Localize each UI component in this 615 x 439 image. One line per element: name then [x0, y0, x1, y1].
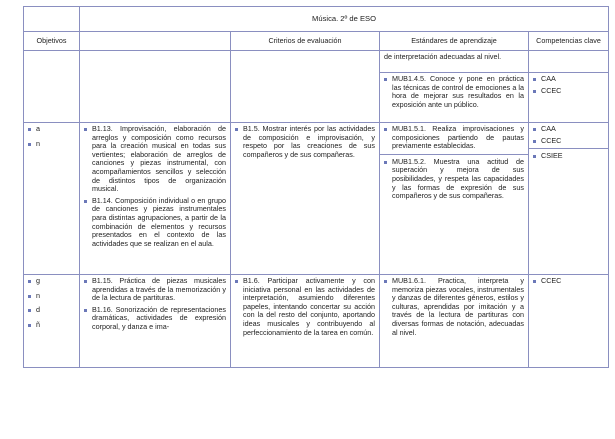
list-item: [533, 87, 604, 96]
bullet-icon: [28, 324, 31, 327]
list-item: [84, 277, 226, 303]
competencia-label: CAA: [541, 74, 556, 83]
curriculum-table: [23, 6, 609, 368]
estandar-text: de interpretación adecuadas al nivel.: [384, 52, 502, 61]
competencias-cell: [529, 51, 609, 73]
criterio-text: B1.6. Participar activamente y con iniciativa personal en las actividades de interpretación, asumiendo diferentes papeles, intentando concertar su acción con la del resto del conjunto, aportando ideas musicales y contribuyendo al perfeccionamiento de la tarea en común.: [243, 276, 375, 337]
contenidos-cell: [80, 51, 231, 123]
list-item: [28, 306, 75, 315]
objetivo-label: ñ: [36, 319, 40, 329]
objetivo-label: g: [36, 276, 40, 285]
competencia-label: CAA: [541, 124, 556, 133]
bullet-icon: [533, 78, 536, 81]
estandares-cell: [380, 275, 529, 368]
objetivos-cell: [24, 51, 80, 123]
bullet-icon: [533, 140, 536, 143]
header-competencias: Competencias clave: [529, 32, 609, 51]
list-item: [384, 277, 524, 337]
list-item: [28, 277, 75, 286]
bullet-icon: [84, 309, 87, 312]
list-item: [384, 75, 524, 109]
objetivos-cell: [24, 123, 80, 275]
criterios-cell: [231, 51, 380, 123]
table-title: Música. 2º de ESO: [80, 7, 609, 32]
estandares-cell: [380, 123, 529, 275]
competencia-label: CCEC: [541, 276, 562, 285]
corner-cell: [24, 7, 80, 32]
bullet-icon: [235, 280, 238, 283]
estandares-cell: [380, 51, 529, 73]
estandar-text: MUB1.4.5. Conoce y pone en práctica las técnicas de control de emociones a la hora de mejorar sus resultados en la exposición ante un público.: [392, 74, 524, 109]
bullet-icon: [533, 128, 536, 131]
list-item: [28, 321, 75, 330]
divider: [529, 148, 608, 149]
table-row: [24, 123, 609, 275]
competencias-cell: [529, 275, 609, 368]
bullet-icon: [28, 143, 31, 146]
list-item: [84, 125, 226, 194]
divider: [380, 154, 528, 155]
contenido-text: B1.14. Composición individual o en grupo de canciones y piezas instrumentales para distintas agrupaciones, a partir de la combinación de elementos y recursos presentados en el contexto de las actividades que se realizan en el aula.: [92, 195, 226, 248]
bullet-icon: [84, 200, 87, 203]
criterio-text: B1.5. Mostrar interés por las actividades de composición e improvisación, y respeto por las creaciones de sus compañeros y de sus compañeras.: [243, 124, 375, 159]
contenido-text: B1.16. Sonorización de representaciones dramáticas, actividades de expresión corporal, y danza e ima-: [92, 304, 226, 331]
objetivo-label: d: [36, 305, 40, 315]
bullet-icon: [28, 128, 31, 131]
bullet-icon: [28, 309, 31, 312]
competencia-label: CCEC: [541, 85, 562, 95]
contenido-text: B1.13. Improvisación, elaboración de arreglos y composición como recursos para la creación musical en todas sus vertientes; elaboración de arreglos de canciones y piezas instrumental, con acompañamientos sencillos y selección de distintos tipos de organización musical.: [92, 124, 226, 194]
table-row: [24, 51, 609, 73]
bullet-icon: [84, 280, 87, 283]
list-item: [28, 292, 75, 301]
list-item: [28, 125, 75, 134]
bullet-icon: [533, 280, 536, 283]
contenidos-cell: [80, 123, 231, 275]
estandar-text: MUB1.6.1. Practica, interpreta y memoriza piezas vocales, instrumentales y danzas de diferentes géneros, estilos y culturas, aprendidas por imitación y a través de la lectura de partituras con diversas formas de notación, adecuadas al nivel.: [392, 276, 524, 337]
objetivo-label: n: [36, 138, 40, 148]
list-item: [28, 140, 75, 149]
header-estandares: Estándares de aprendizaje: [380, 32, 529, 51]
list-item: [533, 137, 604, 146]
header-objetivos: Objetivos: [24, 32, 80, 51]
estandar-text: MUB1.5.2. Muestra una actitud de superación y mejora de sus posibilidades, y respeta las capacidades y las formas de expresión de sus compañeros y de sus compañeras.: [392, 156, 524, 201]
objetivos-cell: [24, 275, 80, 368]
bullet-icon: [384, 280, 387, 283]
list-item: [384, 158, 524, 201]
competencia-label: CCEC: [541, 135, 562, 145]
estandares-cell: [380, 73, 529, 123]
bullet-icon: [384, 128, 387, 131]
objetivo-label: n: [36, 290, 40, 300]
list-item: [84, 197, 226, 249]
header-criterios: Criterios de evaluación: [231, 32, 380, 51]
criterios-cell: [231, 275, 380, 368]
competencias-cell: [529, 123, 609, 275]
bullet-icon: [28, 280, 31, 283]
header-contenidos: [80, 32, 231, 51]
list-item: [533, 125, 604, 134]
table-row: [24, 275, 609, 368]
list-item: [384, 125, 524, 151]
criterios-cell: [231, 123, 380, 275]
contenidos-cell: [80, 275, 231, 368]
competencia-label: CSIEE: [541, 151, 563, 161]
bullet-icon: [533, 155, 536, 158]
estandar-text: MUB1.5.1. Realiza improvisaciones y composiciones partiendo de pautas previamente establecidas.: [392, 124, 524, 151]
bullet-icon: [384, 78, 387, 81]
objetivo-label: a: [36, 124, 40, 133]
bullet-icon: [533, 90, 536, 93]
bullet-icon: [235, 128, 238, 131]
list-item: [533, 152, 604, 161]
list-item: [235, 277, 375, 337]
contenido-text: B1.15. Práctica de piezas musicales aprendidas a través de la memorización y de la lectura de partituras.: [92, 276, 226, 303]
bullet-icon: [384, 161, 387, 164]
bullet-icon: [84, 128, 87, 131]
list-item: [235, 125, 375, 159]
list-item: [84, 306, 226, 332]
list-item: [533, 75, 604, 84]
list-item: [533, 277, 604, 286]
bullet-icon: [28, 295, 31, 298]
competencias-cell: [529, 73, 609, 123]
